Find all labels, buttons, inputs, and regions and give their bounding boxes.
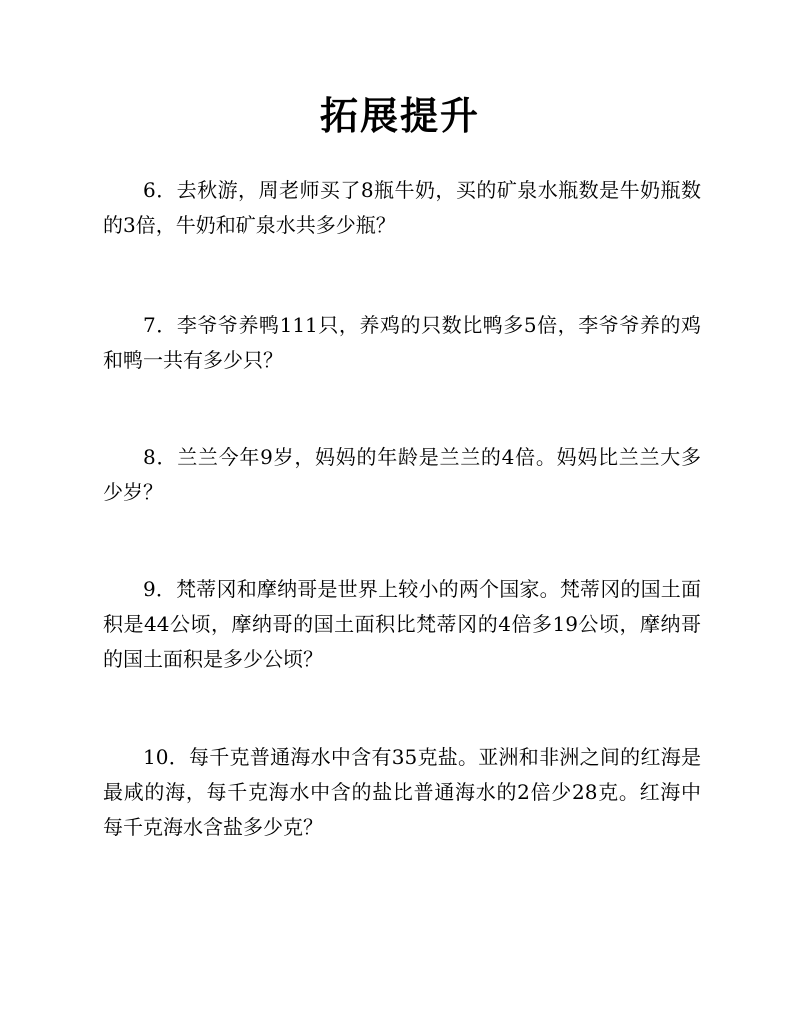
question-7: 7．李爷爷养鸭111只，养鸡的只数比鸭多5倍，李爷爷养的鸡和鸭一共有多少只？ bbox=[103, 313, 701, 372]
question-9: 9．梵蒂冈和摩纳哥是世界上较小的两个国家。梵蒂冈的国土面积是44公顷，摩纳哥的国土面积比梵蒂冈的4倍多19公顷，摩纳哥的国土面积是多少公顷？ bbox=[103, 577, 701, 671]
page-title: 拓展提升 bbox=[319, 94, 480, 138]
question-10: 10．每千克普通海水中含有35克盐。亚洲和非洲之间的红海是最咸的海，每千克海水中含的盐比普通海水的2倍少28克。红海中每千克海水含盐多少克？ bbox=[103, 745, 701, 839]
question-8: 8．兰兰今年9岁，妈妈的年龄是兰兰的4倍。妈妈比兰兰大多少岁？ bbox=[103, 445, 701, 504]
question-6: 6．去秋游，周老师买了8瓶牛奶，买的矿泉水瓶数是牛奶瓶数的3倍，牛奶和矿泉水共多少瓶？ bbox=[103, 178, 701, 237]
